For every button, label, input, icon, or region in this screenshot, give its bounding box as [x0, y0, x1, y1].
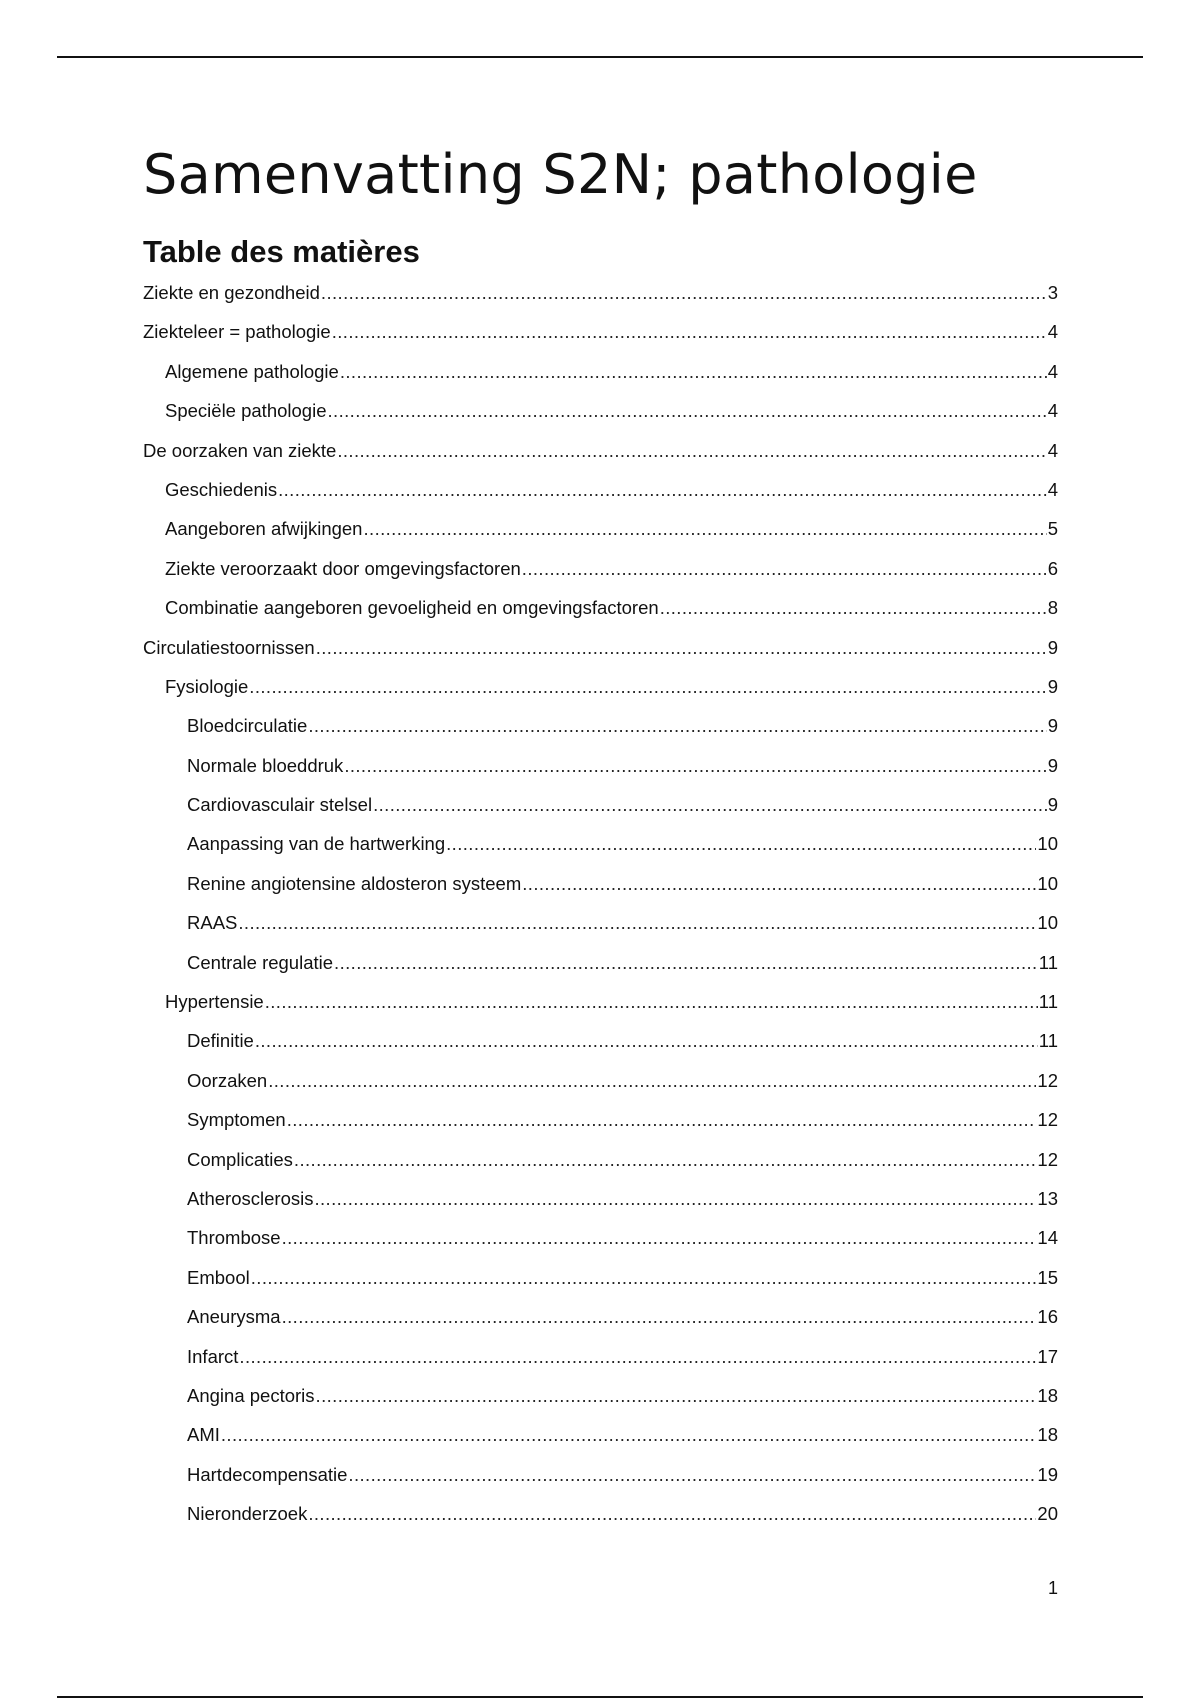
toc-entry-label: Definitie	[187, 1030, 254, 1052]
toc-dot-leader	[268, 1070, 1036, 1092]
toc-entry[interactable]	[143, 1424, 1058, 1463]
toc-entry-label: Ziekteleer = pathologie	[143, 321, 331, 343]
footer-rule	[57, 1696, 1143, 1698]
toc-entry-page: 5	[1047, 518, 1058, 540]
toc-entry-page: 4	[1047, 400, 1058, 422]
toc-dot-leader	[660, 597, 1047, 619]
toc-entry-label: Aneurysma	[187, 1306, 281, 1328]
toc-entry-page: 19	[1037, 1463, 1058, 1485]
toc-dot-leader	[282, 1306, 1037, 1328]
toc-entry-page: 9	[1047, 794, 1058, 816]
toc-entry[interactable]	[143, 715, 1058, 754]
toc-entry-page: 10	[1037, 912, 1058, 934]
toc-entry-label: Nieronderzoek	[187, 1503, 308, 1525]
toc-entry-label: Bloedcirculatie	[187, 715, 308, 737]
toc-entry-page: 17	[1037, 1345, 1058, 1367]
toc-entry-page: 4	[1047, 360, 1058, 382]
toc-entry-page: 9	[1047, 715, 1058, 737]
toc-entry-page: 18	[1037, 1384, 1058, 1406]
toc-entry[interactable]	[143, 873, 1058, 912]
toc-entry-label: AMI	[187, 1424, 220, 1446]
toc-heading: Table des matières	[143, 234, 420, 269]
toc-entry-label: Thrombose	[187, 1227, 281, 1249]
toc-dot-leader	[221, 1424, 1037, 1446]
toc-dot-leader	[287, 1109, 1037, 1131]
toc-entry-label: Hartdecompensatie	[187, 1463, 348, 1485]
header-rule	[57, 56, 1143, 58]
toc-entry[interactable]	[143, 794, 1058, 833]
toc-entry[interactable]	[143, 1149, 1058, 1188]
toc-entry-page: 4	[1047, 478, 1058, 500]
toc-dot-leader	[314, 1188, 1036, 1210]
toc-entry-label: Ziekte en gezondheid	[143, 282, 320, 303]
toc-entry-page: 9	[1047, 636, 1058, 658]
toc-entry-page: 15	[1037, 1266, 1058, 1288]
toc-entry[interactable]	[143, 1385, 1058, 1424]
toc-entry-label: Angina pectoris	[187, 1384, 315, 1406]
toc-entry-page: 10	[1037, 833, 1058, 855]
toc-entry-label: Renine angiotensine aldosteron systeem	[187, 872, 522, 894]
toc-entry-label: Embool	[187, 1266, 250, 1288]
toc-entry[interactable]	[143, 400, 1058, 439]
toc-entry-page: 12	[1037, 1069, 1058, 1091]
toc-entry-label: Combinatie aangeboren gevoeligheid en omgevingsfactoren	[165, 597, 659, 619]
toc-entry-page: 9	[1047, 754, 1058, 776]
toc-entry[interactable]	[143, 1188, 1058, 1227]
toc-entry[interactable]	[143, 518, 1058, 557]
toc-entry-label: Infarct	[187, 1345, 239, 1367]
toc-entry[interactable]	[143, 833, 1058, 872]
toc-dot-leader	[337, 440, 1046, 462]
toc-entry-page: 8	[1047, 597, 1058, 619]
toc-entry-page: 9	[1047, 675, 1058, 697]
toc-entry[interactable]	[143, 361, 1058, 400]
toc-entry[interactable]	[143, 912, 1058, 951]
toc-entry[interactable]	[143, 558, 1058, 597]
toc-dot-leader	[278, 479, 1047, 501]
toc-entry[interactable]	[143, 479, 1058, 518]
toc-entry-label: Complicaties	[187, 1148, 293, 1170]
toc-dot-leader	[316, 1385, 1037, 1407]
toc-entry-label: Normale bloeddruk	[187, 754, 344, 776]
toc-dot-leader	[316, 637, 1047, 659]
toc-dot-leader	[238, 912, 1036, 934]
table-of-contents	[143, 282, 1058, 1543]
toc-entry-label: Fysiologie	[165, 675, 249, 697]
toc-entry[interactable]	[143, 1346, 1058, 1385]
page-number: 1	[1047, 1578, 1058, 1598]
toc-entry-page: 11	[1038, 991, 1058, 1013]
toc-dot-leader	[255, 1030, 1038, 1052]
toc-entry-label: Symptomen	[187, 1109, 286, 1131]
toc-dot-leader	[265, 991, 1038, 1013]
toc-entry-label: Ziekte veroorzaakt door omgevingsfactoren	[165, 557, 521, 579]
toc-dot-leader	[373, 794, 1047, 816]
toc-dot-leader	[446, 833, 1036, 855]
toc-entry-label: Aangeboren afwijkingen	[165, 518, 363, 540]
toc-entry[interactable]	[143, 676, 1058, 715]
toc-entry-label: Atherosclerosis	[187, 1187, 314, 1209]
toc-entry-label: De oorzaken van ziekte	[143, 439, 337, 461]
toc-entry-page: 10	[1037, 872, 1058, 894]
toc-entry-page: 11	[1038, 951, 1058, 973]
toc-entry[interactable]	[143, 1070, 1058, 1109]
toc-entry[interactable]	[143, 755, 1058, 794]
toc-entry-label: Oorzaken	[187, 1069, 268, 1091]
toc-entry[interactable]	[143, 1227, 1058, 1266]
toc-dot-leader	[348, 1464, 1036, 1486]
toc-dot-leader	[522, 873, 1036, 895]
toc-entry-label: Cardiovasculair stelsel	[187, 794, 373, 816]
toc-entry-page: 11	[1038, 1030, 1058, 1052]
toc-dot-leader	[282, 1227, 1037, 1249]
toc-entry-label: Aanpassing van de hartwerking	[187, 833, 446, 855]
toc-entry[interactable]	[143, 1464, 1058, 1503]
toc-dot-leader	[308, 1503, 1036, 1525]
toc-entry[interactable]	[143, 1030, 1058, 1069]
toc-entry-label: Algemene pathologie	[165, 360, 339, 382]
toc-entry-page: 18	[1037, 1424, 1058, 1446]
toc-entry-page: 12	[1037, 1109, 1058, 1131]
toc-dot-leader	[340, 361, 1047, 383]
toc-entry[interactable]	[143, 1306, 1058, 1345]
toc-entry-page: 14	[1037, 1227, 1058, 1249]
toc-entry-label: Speciële pathologie	[165, 400, 327, 422]
toc-dot-leader	[522, 558, 1047, 580]
toc-entry[interactable]	[143, 597, 1058, 636]
toc-entry-label: RAAS	[187, 912, 238, 934]
toc-dot-leader	[334, 952, 1038, 974]
toc-dot-leader	[251, 1267, 1037, 1289]
toc-entry[interactable]	[143, 952, 1058, 991]
toc-entry-page: 13	[1037, 1187, 1058, 1209]
toc-entry-page: 4	[1047, 439, 1058, 461]
toc-dot-leader	[294, 1149, 1037, 1171]
toc-entry-page: 20	[1037, 1503, 1058, 1525]
toc-entry-page: 16	[1037, 1306, 1058, 1328]
toc-entry[interactable]	[143, 282, 1058, 321]
toc-entry-label: Circulatiestoornissen	[143, 636, 315, 658]
toc-entry-label: Geschiedenis	[165, 478, 278, 500]
toc-dot-leader	[363, 518, 1046, 540]
toc-entry-page: 6	[1047, 557, 1058, 579]
toc-dot-leader	[308, 715, 1046, 737]
page-content	[143, 140, 1058, 1543]
toc-entry[interactable]	[143, 1503, 1058, 1542]
toc-entry-page: 4	[1047, 321, 1058, 343]
toc-dot-leader	[239, 1346, 1036, 1368]
toc-entry-label: Hypertensie	[165, 991, 264, 1013]
toc-entry-label: Centrale regulatie	[187, 951, 334, 973]
toc-entry-page: 3	[1047, 282, 1058, 303]
toc-entry[interactable]	[143, 1267, 1058, 1306]
toc-dot-leader	[328, 400, 1047, 422]
toc-entry[interactable]	[143, 991, 1058, 1030]
document-title: Samenvatting S2N; pathologie	[143, 143, 978, 206]
toc-dot-leader	[249, 676, 1046, 698]
toc-entry[interactable]	[143, 637, 1058, 676]
toc-entry[interactable]	[143, 321, 1058, 360]
toc-dot-leader	[321, 282, 1047, 304]
toc-dot-leader	[332, 321, 1047, 343]
toc-entry[interactable]	[143, 1109, 1058, 1148]
toc-entry-page: 12	[1037, 1148, 1058, 1170]
toc-dot-leader	[344, 755, 1046, 777]
toc-entry[interactable]	[143, 440, 1058, 479]
